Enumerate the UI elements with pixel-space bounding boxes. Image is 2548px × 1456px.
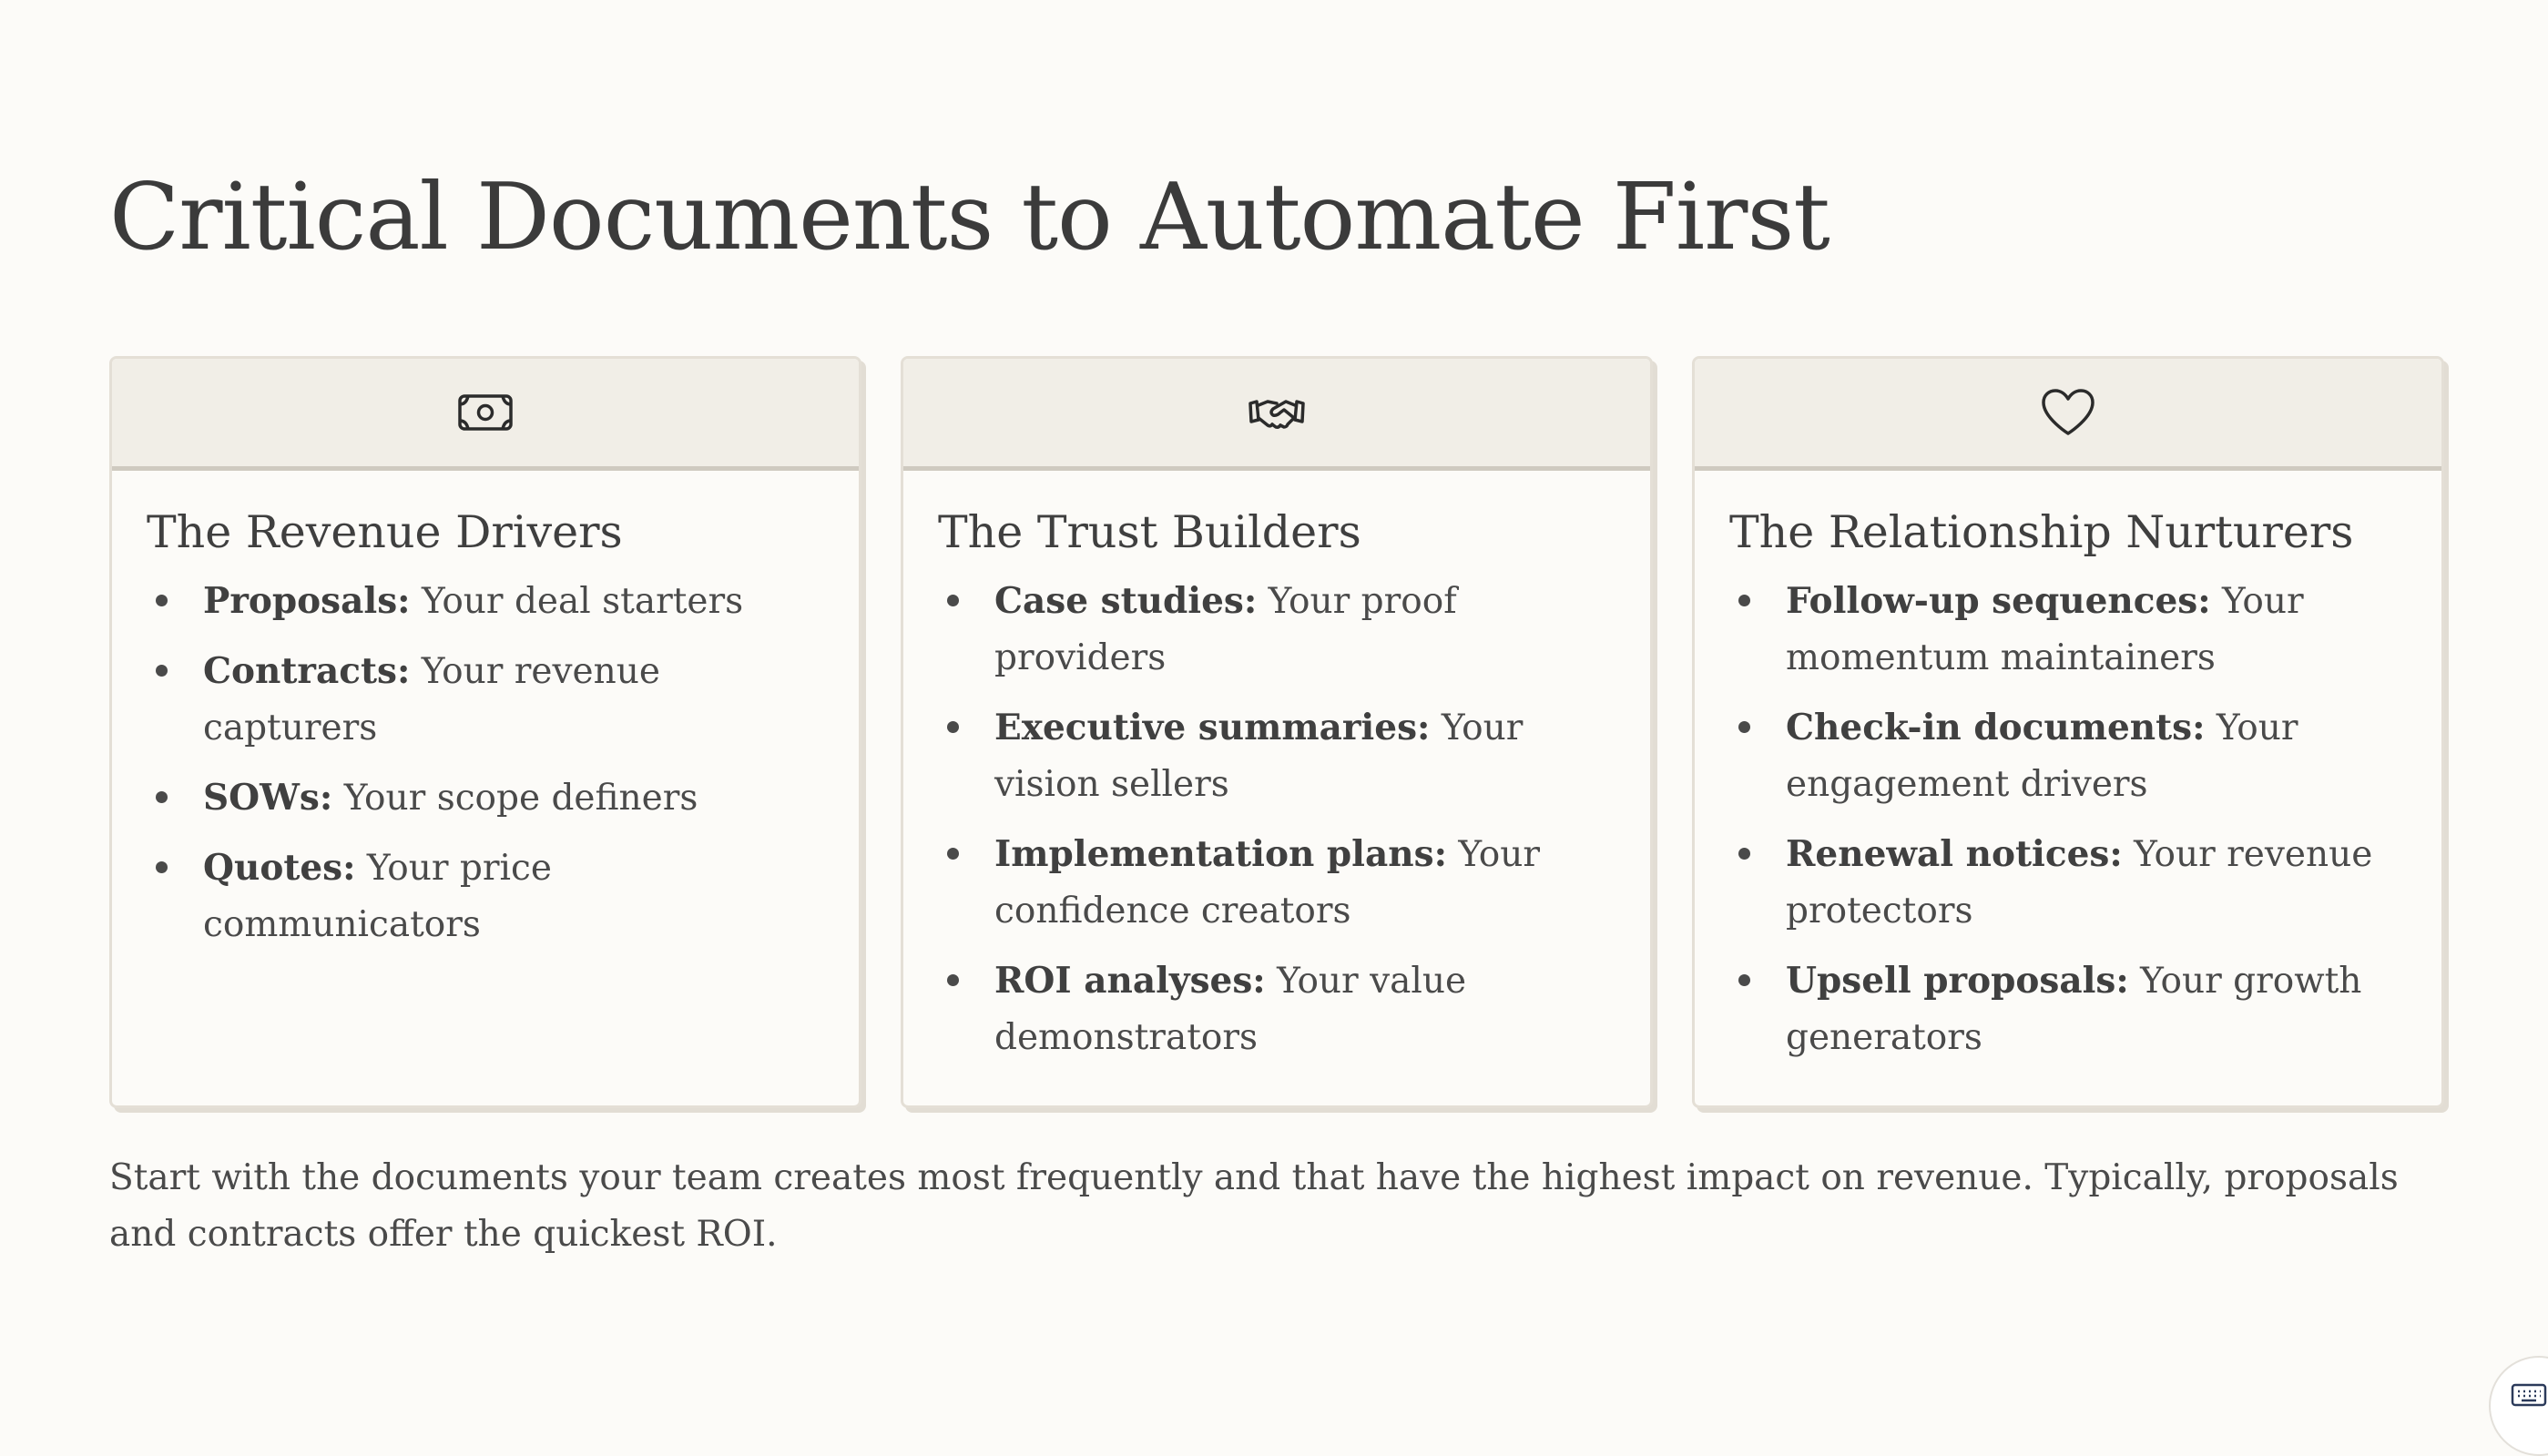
card-title: The Relationship Nurturers (1729, 506, 2354, 558)
card-trust-builders (901, 356, 1653, 1108)
item-text: Your engagement drivers (1786, 707, 2298, 805)
footnote: Start with the documents your team creates most frequently and that have the highest impact on revenue. Typically, proposals and contracts offer the quickest ROI. (109, 1157, 2399, 1255)
money-icon (457, 392, 514, 433)
item-label: Quotes: (203, 846, 356, 889)
item-text: Your revenue protectors (1786, 833, 2373, 932)
list-item (938, 699, 1615, 813)
item-label: ROI analyses: (994, 959, 1266, 1002)
item-label: Implementation plans: (994, 832, 1447, 875)
card-title: The Trust Builders (938, 506, 1361, 558)
item-label: Upsell proposals: (1786, 959, 2129, 1002)
list-item (147, 769, 824, 827)
bullet (947, 595, 959, 606)
heart-icon (2040, 387, 2096, 438)
list-item (147, 573, 824, 630)
bullet (1738, 974, 1750, 986)
item-text: Your momentum maintainers (1786, 580, 2304, 678)
bullet (1738, 595, 1750, 606)
handshake-icon (1248, 394, 1306, 431)
list-item (1729, 699, 2407, 813)
item-text: Your value demonstrators (994, 960, 1467, 1058)
card-item-list (147, 573, 824, 953)
item-text: Your vision sellers (994, 707, 1524, 805)
item-text: Your proof providers (994, 580, 1457, 678)
item-text: Your price communicators (203, 847, 552, 945)
bullet (156, 665, 168, 677)
item-label: SOWs: (203, 776, 333, 819)
item-label: Executive summaries: (994, 706, 1431, 748)
list-item (1729, 826, 2407, 940)
bullet (947, 848, 959, 860)
list-item (938, 952, 1615, 1066)
item-label: Proposals: (203, 579, 411, 622)
list-item (147, 840, 824, 953)
card-header (112, 359, 859, 471)
item-text: Your deal starters (410, 580, 744, 622)
list-item (938, 573, 1615, 687)
item-label: Check-in documents: (1786, 706, 2206, 748)
page-title: Critical Documents to Automate First (109, 163, 1829, 270)
item-text: Your growth generators (1786, 960, 2362, 1058)
bullet (156, 791, 168, 803)
card-grid (109, 356, 2448, 1110)
item-label: Contracts: (203, 649, 411, 692)
item-text: Your revenue capturers (203, 650, 660, 748)
card-header (903, 359, 1650, 471)
bullet (947, 721, 959, 733)
card-item-list (938, 573, 1615, 1066)
item-label: Follow-up sequences: (1786, 579, 2211, 622)
card-title: The Revenue Drivers (147, 506, 623, 558)
card-header (1695, 359, 2441, 471)
item-text: Your confidence creators (994, 833, 1540, 932)
list-item (1729, 573, 2407, 687)
bullet (156, 595, 168, 606)
list-item (938, 826, 1615, 940)
item-text: Your scope definers (332, 777, 698, 819)
list-item (1729, 952, 2407, 1066)
card-relationship-nurturers (1692, 356, 2444, 1108)
bullet (947, 974, 959, 986)
bullet (1738, 721, 1750, 733)
list-item (147, 643, 824, 757)
card-item-list (1729, 573, 2407, 1066)
item-label: Renewal notices: (1786, 832, 2123, 875)
keyboard-button[interactable] (2489, 1356, 2548, 1456)
card-revenue-drivers (109, 356, 861, 1108)
item-label: Case studies: (994, 579, 1258, 622)
bullet (156, 861, 168, 873)
bullet (1738, 848, 1750, 860)
